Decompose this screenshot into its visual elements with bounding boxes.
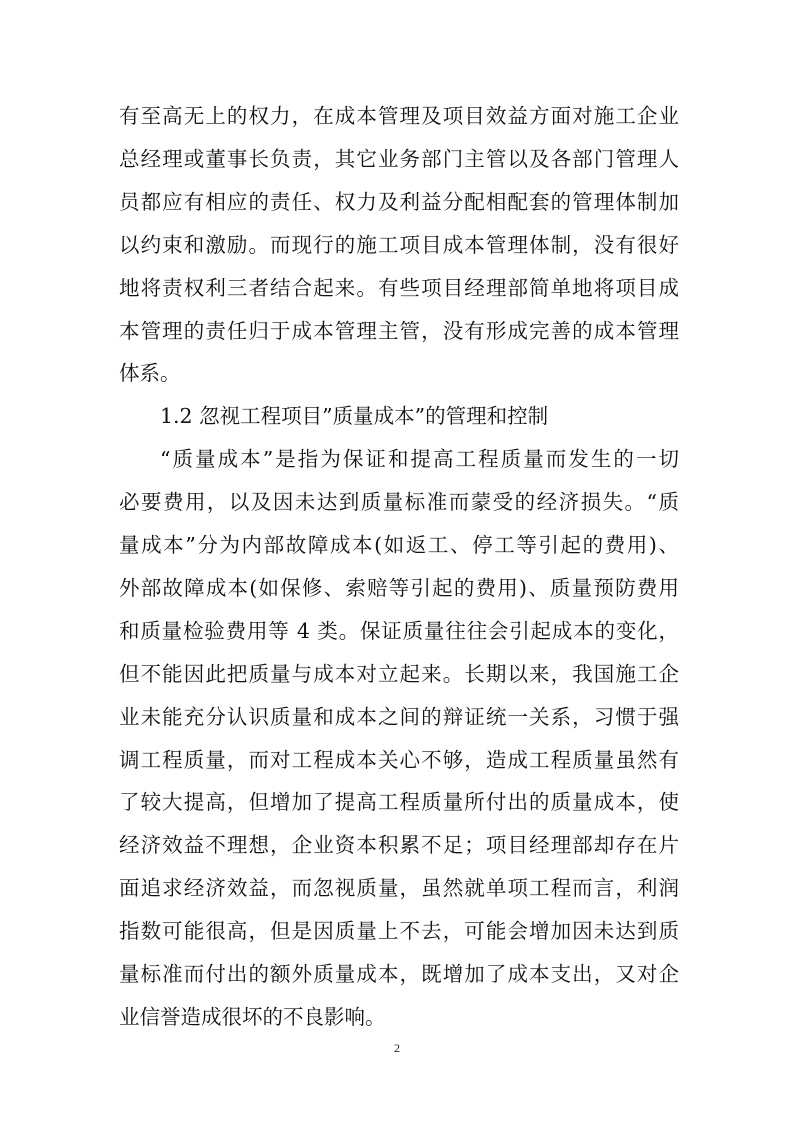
paragraph-line: 有至高无上的权力，在成本管理及项目效益方面对施工企业 bbox=[119, 104, 679, 128]
paragraph-line: 但不能因此把质量与成本对立起来。长期以来，我国施工企 bbox=[119, 661, 679, 686]
paragraph-line: 地将责权利三者结合起来。有些项目经理部简单地将项目成 bbox=[119, 275, 679, 300]
section-heading: 1.2 忽视工程项目”质量成本”的管理和控制 bbox=[160, 404, 549, 429]
page-number: 2 bbox=[394, 1041, 400, 1055]
paragraph-line: 以约束和激励。而现行的施工项目成本管理体制，没有很好 bbox=[119, 232, 679, 257]
paragraph-line: 调工程质量，而对工程成本关心不够，造成工程质量虽然有 bbox=[119, 747, 679, 772]
paragraph-line: 面追求经济效益，而忽视质量，虽然就单项工程而言，利润 bbox=[119, 876, 679, 901]
paragraph-line: 体系。 bbox=[119, 361, 181, 386]
paragraph-line: 本管理的责任归于成本管理主管，没有形成完善的成本管理 bbox=[119, 318, 679, 343]
paragraph-line: 外部故障成本(如保修、索赔等引起的费用)、质量预防费用 bbox=[119, 575, 679, 600]
paragraph-line: 总经理或董事长负责，其它业务部门主管以及各部门管理人 bbox=[119, 146, 679, 171]
paragraph-line: 业信誉造成很坏的不良影响。 bbox=[119, 1005, 386, 1029]
paragraph-line: 业未能充分认识质量和成本之间的辩证统一关系，习惯于强 bbox=[119, 704, 679, 729]
paragraph-line: 必要费用，以及因未达到质量标准而蒙受的经济损失。“质 bbox=[119, 490, 679, 515]
paragraph-line: 员都应有相应的责任、权力及利益分配相配套的管理体制加 bbox=[119, 189, 679, 214]
paragraph-line: 量成本”分为内部故障成本(如返工、停工等引起的费用)、 bbox=[119, 533, 679, 558]
paragraph-line: 了较大提高，但增加了提高工程质量所付出的质量成本，使 bbox=[119, 790, 679, 815]
paragraph-line: “质量成本”是指为保证和提高工程质量而发生的一切 bbox=[160, 447, 679, 472]
paragraph-line: 经济效益不理想，企业资本积累不足；项目经理部却存在片 bbox=[119, 833, 679, 858]
paragraph-line: 量标准而付出的额外质量成本，既增加了成本支出，又对企 bbox=[119, 962, 679, 987]
paragraph-line: 指数可能很高，但是因质量上不去，可能会增加因未达到质 bbox=[119, 919, 679, 944]
paragraph-line: 和质量检验费用等 4 类。保证质量往往会引起成本的变化， bbox=[119, 618, 679, 643]
